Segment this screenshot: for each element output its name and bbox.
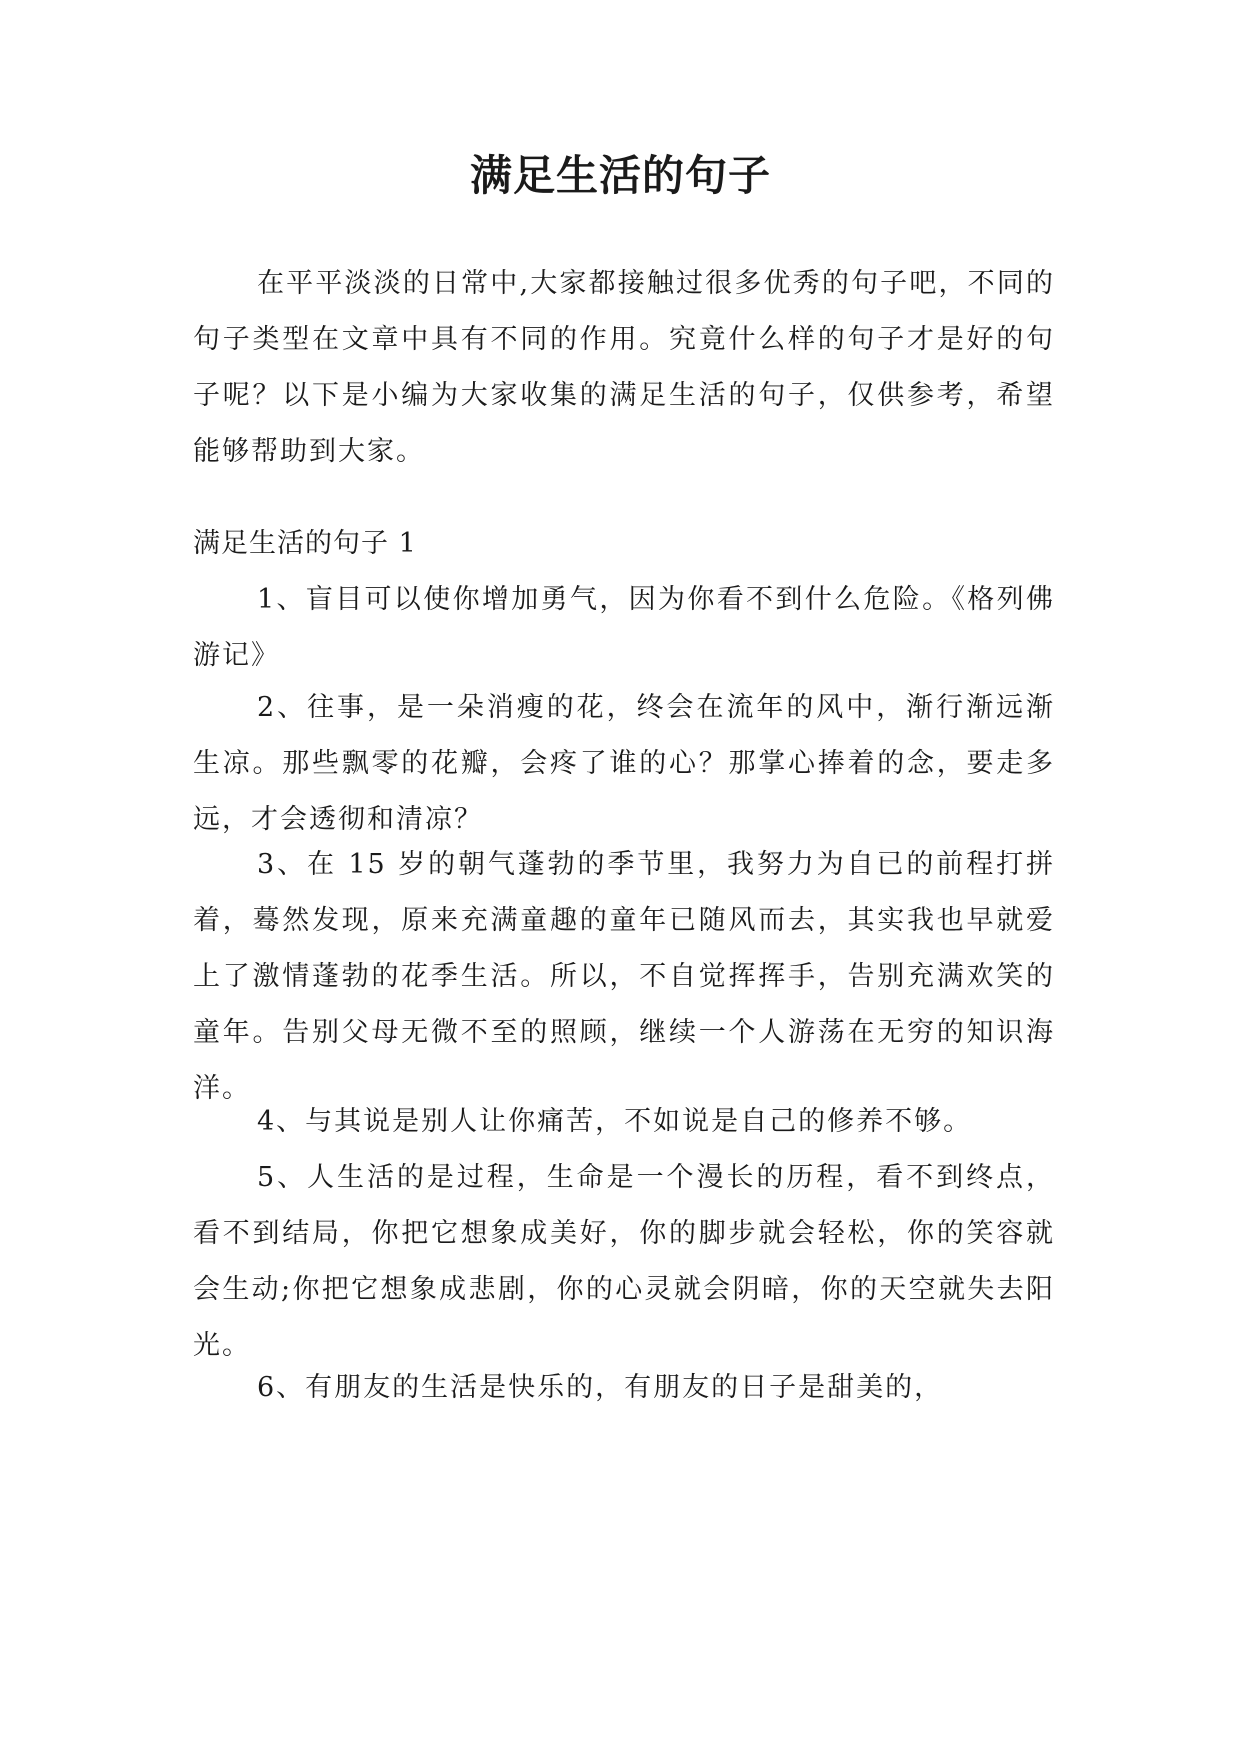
- list-item: 6、有朋友的生活是快乐的，有朋友的日子是甜美的，: [257, 1372, 944, 1403]
- list-item: 2、往事，是一朵消瘦的花，终会在流年的风中，渐行渐远渐生凉。那些飘零的花瓣，会疼了谁的心？那掌心捧着的念，要走多远，才会透彻和清凉？: [193, 692, 1055, 835]
- intro-paragraph: 在平平淡淡的日常中,大家都接触过很多优秀的句子吧，不同的句子类型在文章中具有不同的作用。究竟什么样的句子才是好的句子呢？以下是小编为大家收集的满足生活的句子，仅供参考，希望能够帮助到大家。: [193, 268, 1055, 467]
- list-item: 5、人生活的是过程，生命是一个漫长的历程，看不到终点，看不到结局，你把它想象成美好，你的脚步就会轻松，你的笑容就会生动;你把它想象成悲剧，你的心灵就会阴暗，你的天空就失去阳光。: [193, 1162, 1055, 1361]
- list-item: 1、盲目可以使你增加勇气，因为你看不到什么危险。《格列佛游记》: [193, 584, 1055, 671]
- list-item: 3、在 15 岁的朝气蓬勃的季节里，我努力为自已的前程打拼着，蓦然发现，原来充满童趣的童年已随风而去，其实我也早就爱上了激情蓬勃的花季生活。所以，不自觉挥挥手，告别充满欢笑的童年。告别父母无微不至的照顾，继续一个人游荡在无穷的知识海洋。: [193, 849, 1055, 1104]
- document-title: 满足生活的句子: [469, 151, 771, 200]
- list-item: 4、与其说是别人让你痛苦，不如说是自己的修养不够。: [257, 1106, 973, 1137]
- section-heading: 满足生活的句子 1: [193, 528, 417, 559]
